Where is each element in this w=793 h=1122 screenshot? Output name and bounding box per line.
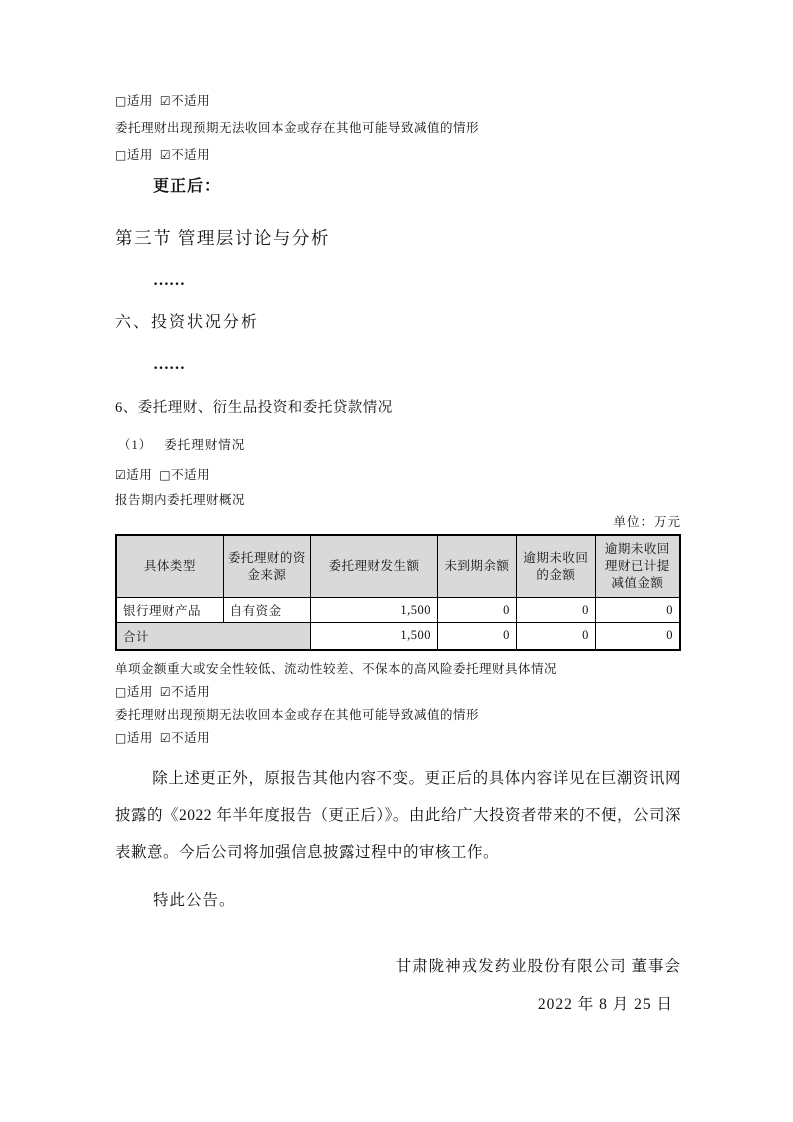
chapter-heading: 第三节 管理层讨论与分析 <box>115 228 330 248</box>
subitem-number: （1） <box>118 438 153 452</box>
ellipsis-2: …… <box>153 356 185 373</box>
table-header-row <box>116 535 680 598</box>
checkbox-checked-icon: ☑ <box>159 148 172 162</box>
cell-fund-source: 自有资金 <box>223 598 310 623</box>
applicable-label: 适用 <box>126 148 153 162</box>
not-applicable-label: 不适用 <box>171 730 211 745</box>
applicable-label: 适用 <box>126 468 153 482</box>
impairment-note-bottom: 委托理财出现预期无法收回本金或存在其他可能导致减值的情形 <box>115 707 480 722</box>
checkbox-unchecked-icon: □ <box>115 148 127 162</box>
applicable-label: 适用 <box>126 684 153 699</box>
cell-amount-incurred: 1,500 <box>311 598 438 623</box>
header-amount-incurred: 委托理财发生额 <box>311 535 438 598</box>
impairment-note-top: 委托理财出现预期无法收回本金或存在其他可能导致减值的情形 <box>115 121 480 135</box>
not-applicable-label: 不适用 <box>171 148 211 162</box>
header-overdue-impairment: 逾期未收回理财已计提减值金额 <box>595 535 680 598</box>
checkbox-checked-icon: ☑ <box>159 94 172 108</box>
announcement-line: 特此公告。 <box>153 891 236 909</box>
header-specific-type: 具体类型 <box>116 535 223 598</box>
applicability-line-3 <box>115 465 681 485</box>
cell-total-undue-balance: 0 <box>437 623 516 650</box>
applicability-line-2 <box>115 142 681 169</box>
cell-total-overdue-amount: 0 <box>516 623 595 650</box>
unit-label: 单位：万元 <box>613 515 681 529</box>
cell-overdue-impairment: 0 <box>595 598 680 623</box>
section-heading-investment: 六、投资状况分析 <box>115 314 260 331</box>
checkbox-unchecked-icon: □ <box>115 94 127 108</box>
company-signature: 甘肃陇神戎发药业股份有限公司 董事会 <box>395 957 681 975</box>
applicable-label: 适用 <box>126 730 153 745</box>
applicability-line-4 <box>115 682 681 702</box>
checkbox-unchecked-icon: □ <box>115 730 127 745</box>
applicability-line-5 <box>115 728 681 748</box>
entrusted-wm-table <box>115 534 681 651</box>
subitem-heading-entrusted-wm <box>115 435 681 455</box>
table-row-bank-product <box>116 598 680 623</box>
not-applicable-label: 不适用 <box>171 468 211 482</box>
checkbox-unchecked-icon: □ <box>159 468 172 482</box>
cell-undue-balance: 0 <box>437 598 516 623</box>
closing-paragraph: 除上述更正外，原报告其他内容不变。更正后的具体内容详见在巨潮资讯网披露的《2022 年半年度报告（更正后）》。由此给广大投资者带来的不便，公司深表歉意。今后公司将加强信息披露过程中的审核工作。 <box>115 769 681 861</box>
not-applicable-label: 不适用 <box>171 684 211 699</box>
table-row-total <box>116 623 680 650</box>
subitem-title: 委托理财情况 <box>164 438 246 452</box>
announcement-date: 2022 年 8 月 25 日 <box>537 995 673 1013</box>
subsection-heading-entrusted: 6、委托理财、衍生品投资和委托贷款情况 <box>115 400 393 416</box>
overview-label: 报告期内委托理财概况 <box>115 493 246 507</box>
corrected-after-label: 更正后： <box>153 178 222 195</box>
high-risk-note: 单项金额重大或安全性较低、流动性较差、不保本的高风险委托理财具体情况 <box>115 661 558 676</box>
applicable-label: 适用 <box>126 94 153 108</box>
checkbox-checked-icon: ☑ <box>115 468 127 482</box>
applicability-line-1 <box>115 88 681 115</box>
cell-total-amount-incurred: 1,500 <box>311 623 438 650</box>
not-applicable-label: 不适用 <box>171 94 211 108</box>
cell-specific-type: 银行理财产品 <box>116 598 223 623</box>
header-overdue-amount: 逾期未收回的金额 <box>516 535 595 598</box>
checkbox-unchecked-icon: □ <box>115 684 127 699</box>
cell-overdue-amount: 0 <box>516 598 595 623</box>
ellipsis-1: …… <box>153 272 185 289</box>
cell-total-label: 合计 <box>116 623 311 650</box>
checkbox-checked-icon: ☑ <box>159 730 172 745</box>
header-fund-source: 委托理财的资金来源 <box>223 535 310 598</box>
cell-total-overdue-impairment: 0 <box>595 623 680 650</box>
header-undue-balance: 未到期余额 <box>437 535 516 598</box>
checkbox-checked-icon: ☑ <box>159 684 172 699</box>
